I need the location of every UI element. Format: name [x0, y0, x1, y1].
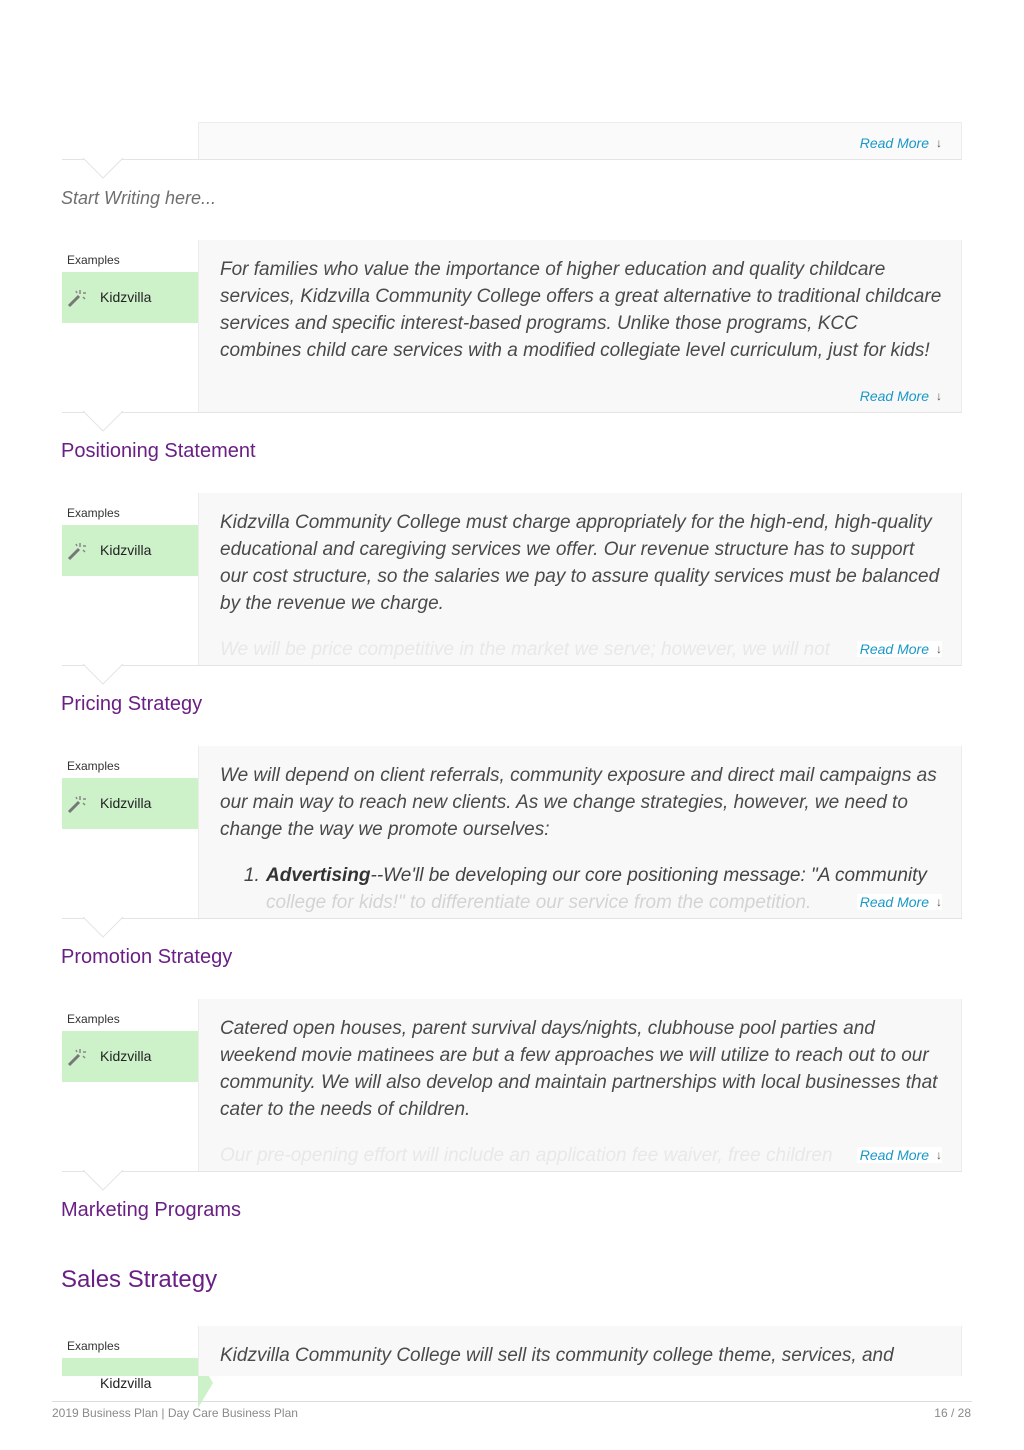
examples-label: Examples [67, 759, 120, 773]
double-chevron-down-icon: ↓ [936, 136, 942, 150]
start-writing-hint[interactable]: Start Writing here... [61, 188, 217, 208]
example-tab-kidzvilla[interactable] [62, 1031, 198, 1082]
example-tab-label: Kidzvilla [100, 1375, 152, 1391]
section-notch [83, 664, 123, 686]
examples-label: Examples [67, 506, 120, 520]
examples-label: Examples [67, 1339, 120, 1353]
example-paragraph: Catered open houses, parent survival days/nights, clubhouse pool parties and weekend movie matinees are but a few approaches we will utilize to reach out to our community. We will also develop and maintain partnerships with local businesses that cater to the needs of children. [220, 1018, 938, 1120]
example-tab-label: Kidzvilla [100, 289, 152, 305]
read-more-label[interactable]: Read More [859, 388, 929, 404]
example-block-top [62, 0, 962, 160]
read-more-link[interactable] [857, 1147, 942, 1163]
read-more-link[interactable] [857, 641, 942, 657]
example-paragraph-faded: We will be price competitive in the market we serve; however, we will not [220, 639, 831, 660]
example-paragraph: Kidzvilla Community College will sell its community college theme, services, and [220, 1345, 894, 1366]
example-block-sales [62, 1326, 962, 1391]
heading-pricing-strategy: Pricing Strategy [61, 693, 203, 715]
example-block-3 [62, 746, 962, 919]
examples-column [62, 493, 198, 665]
double-chevron-down-icon: ↓ [936, 895, 942, 909]
double-chevron-down-icon: ↓ [936, 1148, 942, 1162]
example-text-panel [198, 1326, 962, 1376]
footer-document-title: 2019 Business Plan | Day Care Business Plan [52, 1406, 298, 1420]
example-text [220, 1015, 943, 1165]
example-paragraph-faded: Our pre-opening effort will include an application fee waiver, free children [220, 1145, 833, 1166]
footer-divider [52, 1401, 972, 1402]
example-text [220, 256, 943, 380]
example-paragraph: Kidzvilla Community College must charge appropriately for the high-end, high-quality educational and caregiving services we offer. Our revenue structure has to support our cost structure, so the salaries we pay to assure quality services must be balanced by the revenue we charge. [220, 512, 940, 614]
example-text-panel [198, 493, 962, 665]
example-tab-kidzvilla[interactable] [62, 778, 198, 829]
heading-marketing-programs: Marketing Programs [61, 1199, 242, 1221]
heading-positioning-statement: Positioning Statement [61, 440, 256, 462]
example-block-1 [62, 240, 962, 413]
examples-column [62, 746, 198, 918]
read-more-label[interactable]: Read More [859, 1147, 929, 1163]
example-tab-kidzvilla[interactable] [62, 525, 198, 576]
example-paragraph: We will depend on client referrals, community exposure and direct mail campaigns as our main way to reach new clients. As we change strategies, however, we need to change the way we promote ourselves: [220, 765, 937, 840]
read-more-link[interactable] [857, 894, 942, 910]
read-more-label[interactable]: Read More [859, 894, 929, 910]
examples-column [62, 1326, 198, 1391]
read-more-link[interactable] [857, 388, 942, 404]
heading-promotion-strategy: Promotion Strategy [61, 946, 233, 968]
example-tab-kidzvilla[interactable] [62, 272, 198, 323]
magic-wand-icon [67, 1047, 87, 1067]
example-block-2 [62, 493, 962, 666]
read-more-label[interactable]: Read More [859, 135, 929, 151]
footer-page-number: 16 / 28 [934, 1406, 971, 1420]
double-chevron-down-icon: ↓ [936, 389, 942, 403]
example-paragraph: For families who value the importance of higher education and quality childcare services, Kidzvilla Community College offers a great alternative to traditional childcare services and specific interest-based programs. Unlike those programs, KCC combines child care services with a modified collegiate level curriculum, just for kids! [220, 259, 942, 361]
section-notch [83, 411, 123, 433]
magic-wand-icon [67, 288, 87, 308]
example-text-panel [198, 746, 962, 918]
example-text [220, 509, 943, 659]
examples-label: Examples [67, 253, 120, 267]
read-more-label[interactable]: Read More [859, 641, 929, 657]
magic-wand-icon [67, 794, 87, 814]
example-text-panel [198, 999, 962, 1171]
example-tab-label: Kidzvilla [100, 795, 152, 811]
list-item-bold: Advertising [266, 865, 371, 886]
double-chevron-down-icon: ↓ [936, 642, 942, 656]
list-item-text: --We'll be developing our core positioning message: "A community [370, 865, 927, 886]
text-fade-overlay [199, 888, 961, 918]
example-text-panel [198, 122, 962, 159]
example-text-panel [198, 240, 962, 412]
magic-wand-icon [67, 541, 87, 561]
section-notch [83, 1170, 123, 1192]
examples-column [62, 240, 198, 412]
heading-sales-strategy: Sales Strategy [61, 1266, 218, 1293]
examples-label: Examples [67, 1012, 120, 1026]
example-tab-kidzvilla[interactable] [62, 1358, 198, 1391]
examples-column [62, 999, 198, 1171]
example-block-4 [62, 999, 962, 1172]
example-tab-label: Kidzvilla [100, 542, 152, 558]
example-tab-label: Kidzvilla [100, 1048, 152, 1064]
read-more-link[interactable] [857, 135, 942, 151]
example-text [220, 1342, 943, 1372]
section-notch [83, 917, 123, 939]
section-notch [83, 158, 123, 180]
